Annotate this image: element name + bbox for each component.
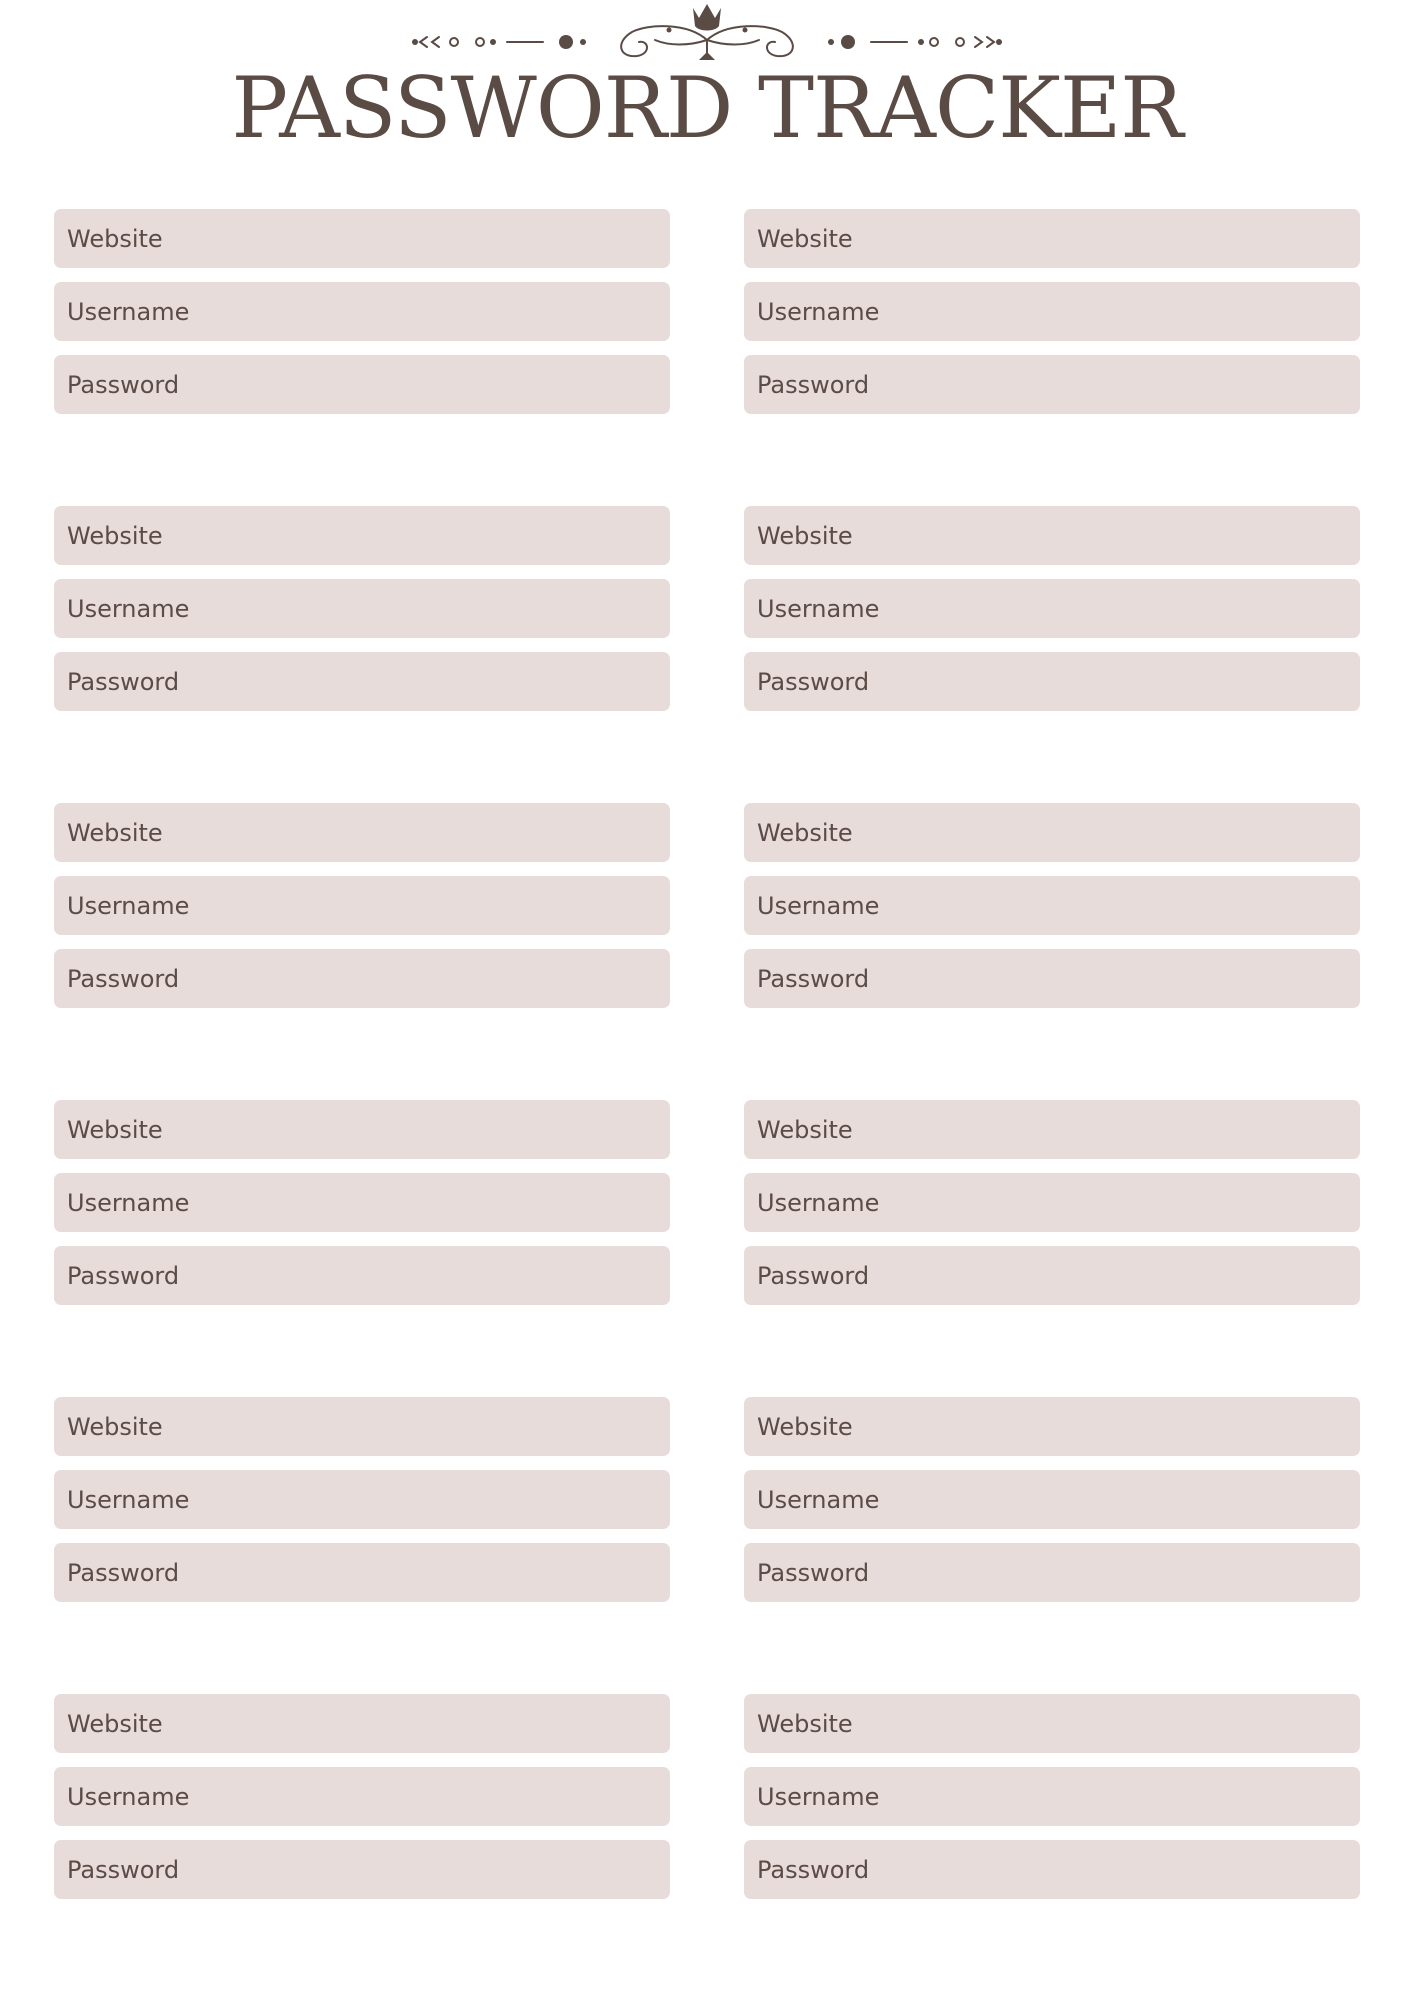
website-field[interactable]: Website	[744, 1694, 1360, 1753]
password-field[interactable]: Password	[54, 1840, 670, 1899]
password-field[interactable]: Password	[54, 652, 670, 711]
password-field[interactable]: Password	[744, 949, 1360, 1008]
password-entry-5	[54, 803, 670, 1008]
password-entries-grid	[54, 209, 1360, 1899]
username-field[interactable]: Username	[744, 579, 1360, 638]
password-entry-4	[744, 506, 1360, 711]
password-field[interactable]: Password	[744, 1246, 1360, 1305]
password-field[interactable]: Password	[744, 355, 1360, 414]
password-entry-7	[54, 1100, 670, 1305]
username-field[interactable]: Username	[54, 579, 670, 638]
password-entry-2	[744, 209, 1360, 414]
website-field[interactable]: Website	[744, 1397, 1360, 1456]
password-field[interactable]: Password	[54, 1246, 670, 1305]
username-field[interactable]: Username	[54, 1767, 670, 1826]
password-entry-9	[54, 1397, 670, 1602]
website-field[interactable]: Website	[54, 803, 670, 862]
website-field[interactable]: Website	[54, 209, 670, 268]
username-field[interactable]: Username	[54, 1470, 670, 1529]
password-field[interactable]: Password	[54, 949, 670, 1008]
password-field[interactable]: Password	[744, 652, 1360, 711]
password-entry-1	[54, 209, 670, 414]
username-field[interactable]: Username	[744, 1767, 1360, 1826]
username-field[interactable]: Username	[744, 282, 1360, 341]
password-entry-10	[744, 1397, 1360, 1602]
password-entry-8	[744, 1100, 1360, 1305]
password-field[interactable]: Password	[744, 1840, 1360, 1899]
website-field[interactable]: Website	[54, 1100, 670, 1159]
username-field[interactable]: Username	[54, 282, 670, 341]
username-field[interactable]: Username	[54, 1173, 670, 1232]
website-field[interactable]: Website	[54, 506, 670, 565]
password-field[interactable]: Password	[54, 1543, 670, 1602]
password-entry-6	[744, 803, 1360, 1008]
password-entry-11	[54, 1694, 670, 1899]
website-field[interactable]: Website	[54, 1694, 670, 1753]
website-field[interactable]: Website	[744, 1100, 1360, 1159]
password-field[interactable]: Password	[744, 1543, 1360, 1602]
username-field[interactable]: Username	[744, 1173, 1360, 1232]
decorative-flourish-icon	[407, 0, 1007, 66]
username-field[interactable]: Username	[744, 876, 1360, 935]
page-title: PASSWORD TRACKER	[231, 59, 1183, 157]
password-entry-3	[54, 506, 670, 711]
username-field[interactable]: Username	[54, 876, 670, 935]
website-field[interactable]: Website	[744, 506, 1360, 565]
username-field[interactable]: Username	[744, 1470, 1360, 1529]
website-field[interactable]: Website	[54, 1397, 670, 1456]
password-field[interactable]: Password	[54, 355, 670, 414]
website-field[interactable]: Website	[744, 209, 1360, 268]
password-entry-12	[744, 1694, 1360, 1899]
website-field[interactable]: Website	[744, 803, 1360, 862]
